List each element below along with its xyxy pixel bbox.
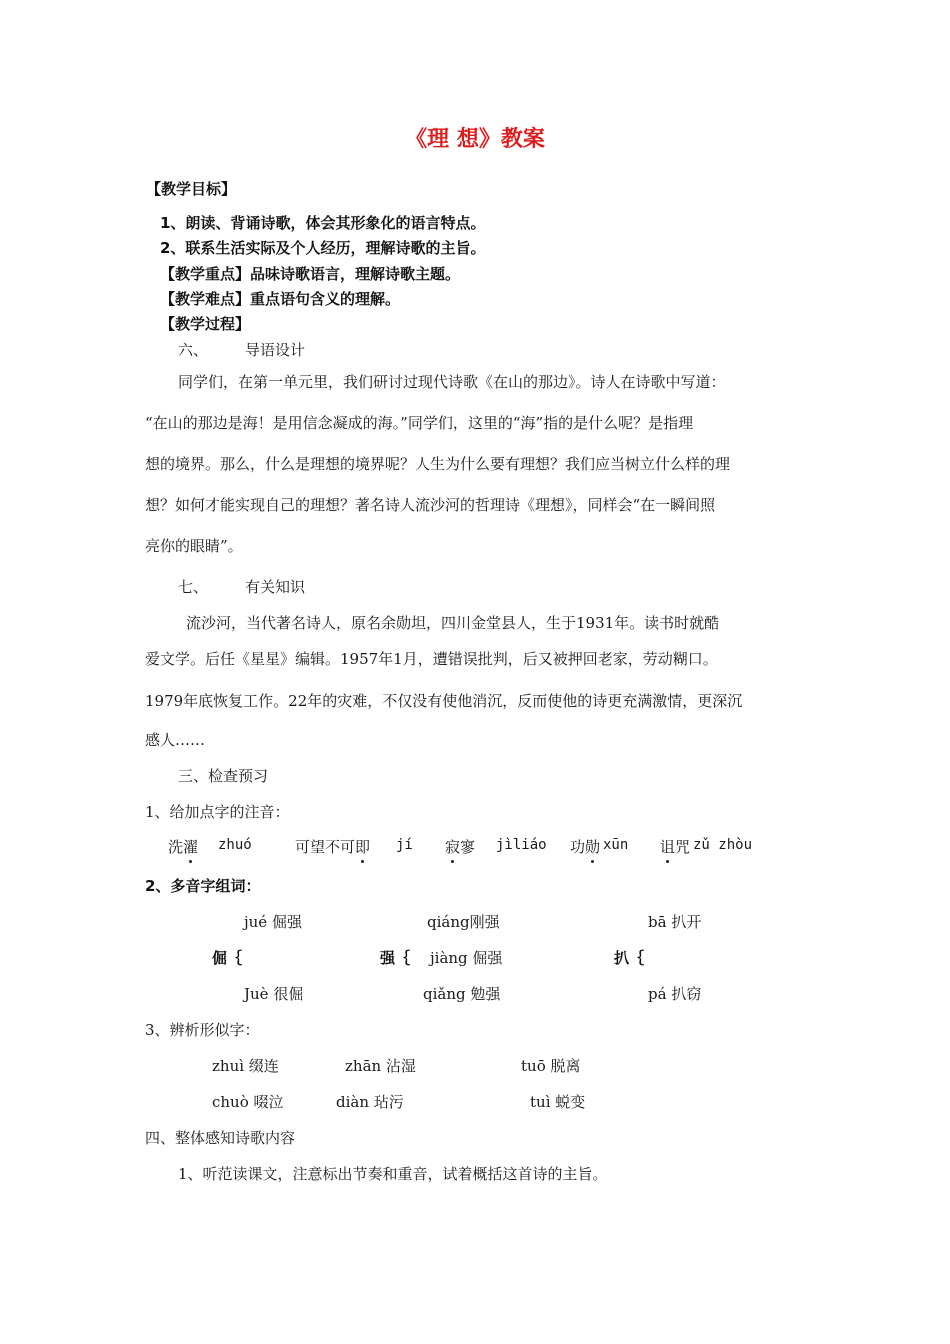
poly-jiang-juejiang: jiàng 倔强 (430, 949, 503, 967)
author-line-2: 爱文学。后任《星星》编辑。1957年1月，遭错误批判，后又被押回老家，劳动糊口。 (145, 650, 718, 668)
phonetic-pinyin-5: zǔ zhòu (693, 837, 753, 853)
similar-tui: tuì 蜕变 (530, 1093, 586, 1111)
phonetic-word-2: 可望不可即 (295, 838, 371, 856)
intro-line-5: 亮你的眼睛”。 (145, 537, 243, 555)
objective-item-1: 1、朗读、背诵诗歌，体会其形象化的语言特点。 (160, 214, 486, 232)
similar-question: 3、辨析形似字： (145, 1021, 260, 1039)
poly-head-jue: 倔｛ (212, 949, 243, 967)
poly-jue-qiang: jué 倔强 (244, 913, 302, 931)
phonetic-question: 1、给加点字的注音： (145, 803, 290, 821)
phonetic-word-3: 寂寥 (445, 838, 476, 856)
phonetic-pinyin-3: jìliáo (496, 837, 547, 853)
objectives-heading: 【教学目标】 (146, 180, 237, 198)
phonetic-pinyin-2: jí (396, 837, 413, 853)
process-heading: 【教学过程】 (160, 315, 251, 333)
similar-dian: diàn 玷污 (336, 1093, 404, 1111)
poly-qiang-mianqiang: qiǎng 勉强 (423, 985, 501, 1003)
phonetic-pinyin-4: xūn (603, 837, 629, 853)
polyphone-question: 2、多音字组词： (145, 877, 261, 895)
similar-zhan: zhān 沾湿 (345, 1057, 416, 1075)
objective-item-2: 2、联系生活实际及个人经历，理解诗歌的主旨。 (160, 239, 486, 257)
poly-pa-qie: pá 扒窃 (648, 985, 702, 1003)
difficulty: 【教学难点】重点语句含义的理解。 (160, 290, 401, 308)
section-3-title: 三、检查预习 (178, 767, 269, 785)
phonetic-word-1: 洗濯 (168, 838, 199, 856)
section-4-item-1: 1、听范读课文，注意标出节奏和重音，试着概括这首诗的主旨。 (178, 1165, 608, 1183)
document-title: 《理 想》教案 (405, 127, 545, 152)
intro-line-3: 想的境界。那么，什么是理想的境界呢？人生为什么要有理想？我们应当树立什么样的理 (145, 455, 731, 473)
poly-jue-henjue: Juè 很倔 (244, 985, 304, 1003)
phonetic-pinyin-1: zhuó (218, 837, 252, 853)
poly-ba-kai: bā 扒开 (648, 913, 702, 931)
section-7-title: 有关知识 (245, 578, 306, 596)
author-line-1: 流沙河，当代著名诗人，原名余勋坦，四川金堂县人，生于1931年。读书时就酷 (186, 614, 720, 632)
poly-head-ba: 扒｛ (614, 949, 645, 967)
intro-line-4: 想？如何才能实现自己的理想？著名诗人流沙河的哲理诗《理想》，同样会“在一瞬间照 (145, 496, 716, 514)
poly-head-qiang: 强｛ (380, 949, 411, 967)
author-line-4: 感人…… (145, 731, 206, 749)
poly-qiang-gangqiang: qiáng刚强 (427, 913, 500, 931)
section-6-number: 六、 (178, 341, 209, 359)
author-line-3: 1979年底恢复工作。22年的灾难，不仅没有使他消沉，反而使他的诗更充满激情，更深沉 (145, 692, 743, 710)
phonetic-word-4: 功勋 (570, 838, 601, 856)
similar-zhui: zhuì 缀连 (212, 1057, 279, 1075)
section-4-title: 四、整体感知诗歌内容 (145, 1129, 296, 1147)
section-6-title: 导语设计 (245, 341, 306, 359)
similar-chuo: chuò 啜泣 (212, 1093, 284, 1111)
intro-line-1: 同学们，在第一单元里，我们研讨过现代诗歌《在山的那边》。诗人在诗歌中写道： (178, 373, 726, 391)
similar-tuo: tuō 脱离 (521, 1057, 581, 1075)
intro-line-2: “在山的那边是海！是用信念凝成的海。”同学们，这里的“海”指的是什么呢？是指理 (145, 414, 694, 432)
key-points: 【教学重点】品味诗歌语言，理解诗歌主题。 (160, 265, 461, 283)
phonetic-word-5: 诅咒 (660, 838, 691, 856)
section-7-number: 七、 (178, 578, 209, 596)
